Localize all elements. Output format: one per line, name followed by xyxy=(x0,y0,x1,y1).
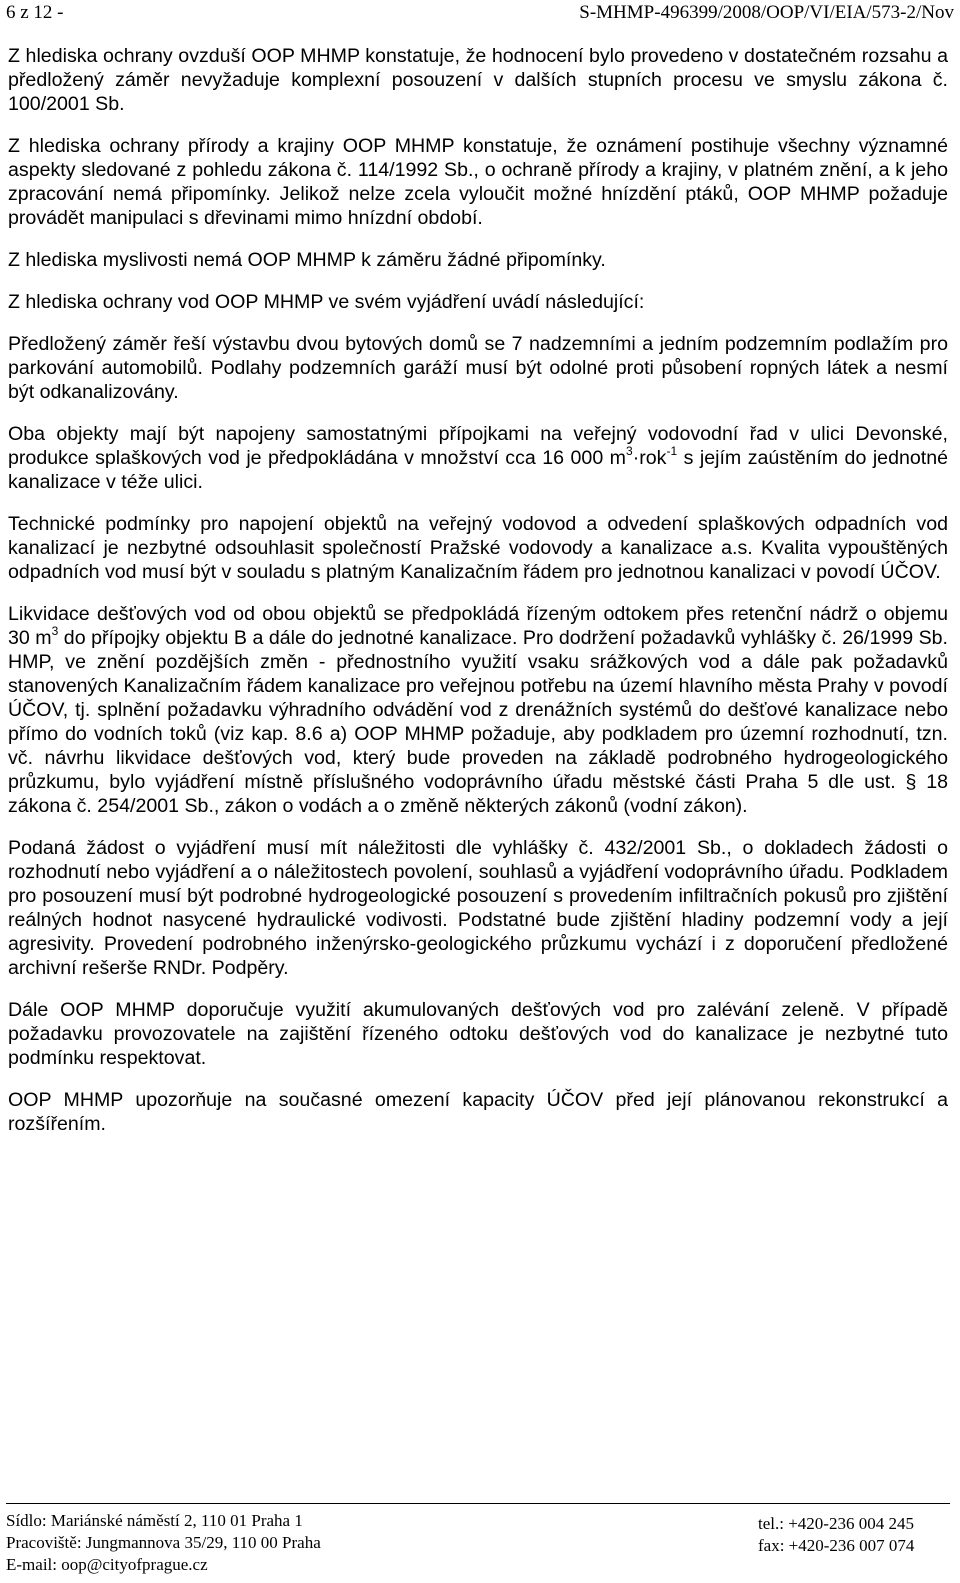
superscript: 3 xyxy=(626,444,633,459)
footer-email: E-mail: oop@cityofprague.cz xyxy=(6,1555,208,1574)
footer-contact-left xyxy=(6,1510,321,1576)
paragraph-rainwater-disposal xyxy=(8,602,948,818)
text-segment: do přípojky objektu B a dále do jednotné kanalizace. Pro dodržení požadavků vyhlášky č. 26/1999 Sb. HMP, ve znění pozdějších změn - přednostního využití vsaku srážkových vod a dále pak požadavků stanovených Kanalizačním řádem kanalizace pro veřejnou potřebu na území hlavního města Prahy v povodí ÚČOV, tj. splnění požadavku výhradního odvádění vod z drenážních systémů do dešťové kanalizace nebo přímo do vodních toků (viz kap. 8.6 a) OOP MHMP požaduje, aby podkladem pro územní rozhodnutí, tzn. vč. návrhu likvidace dešťových vod, který bude proveden na základě podrobného hydrogeologického průzkumu, bylo vyjádření místně příslušného vodoprávního úřadu městské části Praha 5 dle ust. § 18 zákona č. 254/2001 Sb., zákon o vodách a o změně některých zákonů (vodní zákon). xyxy=(8,627,948,817)
page-number: 6 z 12 - xyxy=(6,2,64,23)
superscript: -1 xyxy=(666,444,678,459)
superscript: 3 xyxy=(51,624,59,639)
paragraph-hunting: Z hlediska myslivosti nemá OOP MHMP k záměru žádné připomínky. xyxy=(8,249,606,271)
text-segment: ·rok xyxy=(632,447,667,469)
page-footer xyxy=(6,1510,950,1580)
page-header xyxy=(6,2,954,28)
paragraph-water-connection xyxy=(8,422,948,494)
footer-phone: tel.: +420-236 004 245 xyxy=(758,1514,914,1533)
footer-workplace: Pracoviště: Jungmannova 35/29, 110 00 Praha xyxy=(6,1533,321,1552)
paragraph-nature-protection: Z hlediska ochrany přírody a krajiny OOP MHMP konstatuje, že oznámení postihuje všechny významné aspekty sledované z pohledu zákona č. 114/1992 Sb., o ochraně přírody a krajiny, v platném znění, a k jeho zpracování nemá připomínky. Jelikož nelze zcela vyloučit možné hnízdění ptáků, OOP MHMP požaduje provádět manipulaci s dřevinami mimo hnízdní období. xyxy=(8,135,948,229)
footer-divider xyxy=(6,1503,950,1504)
paragraph-recommendation: Dále OOP MHMP doporučuje využití akumulovaných dešťových vod pro zalévání zeleně. V případě požadavku provozovatele na zajištění řízeného odtoku dešťových vod do kanalizace je nezbytné tuto podmínku respektovat. xyxy=(8,999,948,1069)
text-segment: Oba objekty mají být napojeny samostatnými přípojkami na veřejný vodovodní řad v ulici Devonské, produkce splaškových vod je předpokládána v množství cca 16 000 m xyxy=(8,423,948,469)
footer-fax: fax: +420-236 007 074 xyxy=(758,1536,915,1555)
paragraph-capacity-warning: OOP MHMP upozorňuje na současné omezení kapacity ÚČOV před její plánovanou rekonstrukcí a rozšířením. xyxy=(8,1089,948,1135)
footer-address: Sídlo: Mariánské náměstí 2, 110 01 Praha 1 xyxy=(6,1511,303,1530)
paragraph-air-protection: Z hlediska ochrany ovzduší OOP MHMP konstatuje, že hodnocení bylo provedeno v dostatečném rozsahu a předložený záměr nevyžaduje komplexní posouzení v dalších stupních procesu ve smyslu zákona č. 100/2001 Sb. xyxy=(8,45,948,115)
text-segment: s jejím zaústěním do jednotné kanalizace v téže ulici. xyxy=(8,447,949,493)
paragraph-technical-conditions: Technické podmínky pro napojení objektů na veřejný vodovod a odvedení splaškových odpadních vod kanalizací je nezbytné odsouhlasit společností Pražské vodovody a kanalizace a.s. Kvalita vypouštěných odpadních vod musí být v souladu s platným Kanalizačním řádem pro jednotnou kanalizaci v povodí ÚČOV. xyxy=(8,513,948,583)
paragraph-application-requirements: Podaná žádost o vyjádření musí mít náležitosti dle vyhlášky č. 432/2001 Sb., o dokladech žádosti o rozhodnutí nebo vyjádření a o náležitostech povolení, souhlasů a vyjádření vodoprávního úřadu. Podkladem pro posouzení musí být podrobné hydrogeologické posouzení s provedením infiltračních pokusů pro zjištění reálných hodnot nasycené hydraulické vodivosti. Podstatné bude zjištění hladiny podzemní vody a její agresivity. Provedení podrobného inženýrsko-geologického průzkumu vychází i z doporučení předložené archivní rešerše RNDr. Podpěry. xyxy=(8,837,948,979)
document-body xyxy=(8,44,948,1154)
document-reference: S-MHMP-496399/2008/OOP/VI/EIA/573-2/Nov xyxy=(579,2,954,23)
paragraph-water-protection-intro: Z hlediska ochrany vod OOP MHMP ve svém vyjádření uvádí následující: xyxy=(8,291,645,313)
text-segment: Likvidace dešťových vod od obou objektů se předpokládá řízeným odtokem přes retenční nádrž o objemu 30 m xyxy=(8,603,948,649)
footer-contact-right xyxy=(758,1510,914,1557)
paragraph-project-description: Předložený záměr řeší výstavbu dvou bytových domů se 7 nadzemními a jedním podzemním podlažím pro parkování automobilů. Podlahy podzemních garáží musí být odolné proti působení ropných látek a nesmí být odkanalizovány. xyxy=(8,333,948,403)
